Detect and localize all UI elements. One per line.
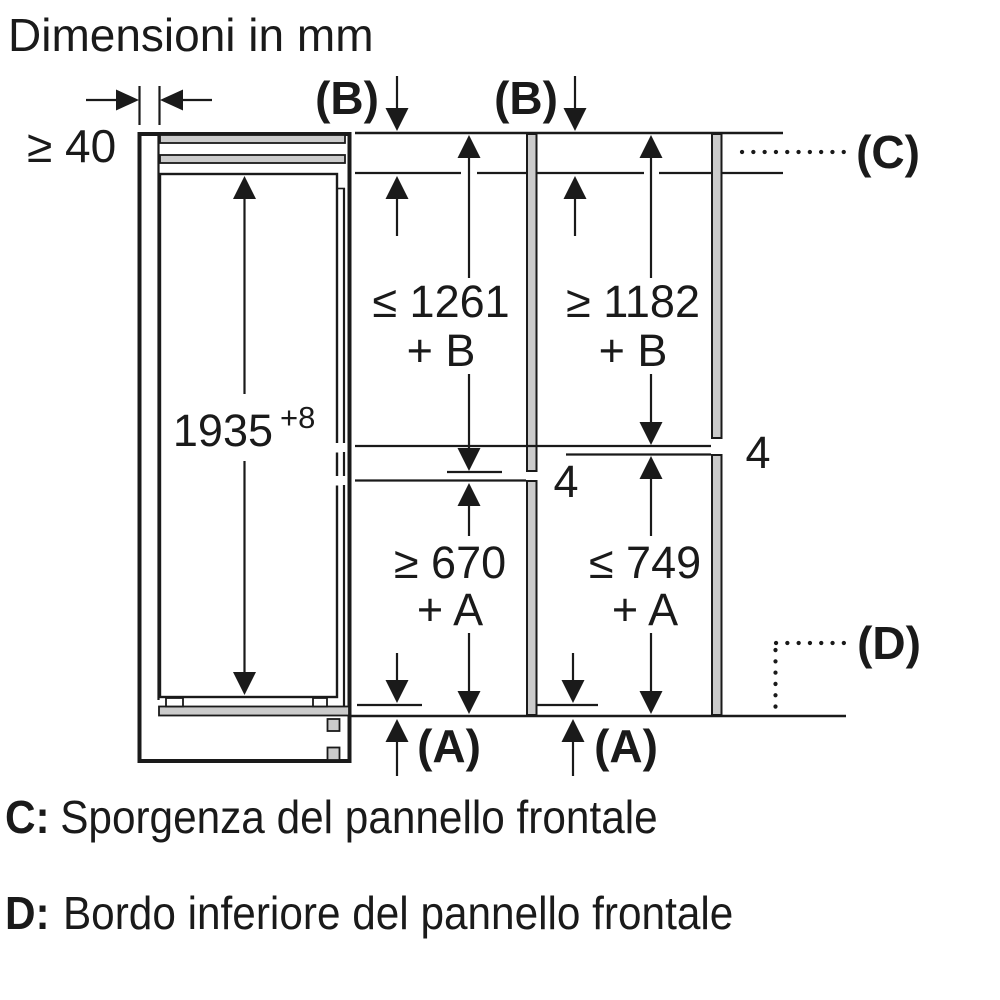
arrow-up-icon: [386, 176, 409, 199]
dim-value: ≤ 749: [588, 537, 702, 588]
arrow-down-icon: [640, 691, 663, 714]
arrow-up-icon: [458, 135, 481, 158]
dim-suffix: + A: [611, 584, 679, 635]
b-label: (B): [315, 72, 379, 124]
b-dimension-right: [494, 72, 586, 236]
appliance-base-strip: [159, 707, 349, 716]
dim-value: ≥ 670: [393, 537, 507, 588]
dim-suffix: + B: [406, 325, 476, 376]
arrow-up-icon: [640, 135, 663, 158]
d-label: (D): [857, 617, 921, 669]
bottom-reference: [350, 705, 846, 716]
arrow-down-icon: [458, 448, 481, 471]
front-foot-block: [328, 719, 340, 731]
wall-gap-label: ≥ 40: [27, 120, 117, 172]
legend-line-d: [5, 888, 733, 939]
arrow-down-icon: [386, 680, 409, 703]
dim-suffix: + B: [598, 325, 668, 376]
arrow-up-icon: [564, 176, 587, 199]
front-joint-break: [331, 476, 343, 486]
a-label: (A): [594, 720, 658, 772]
a-dimension-left: [386, 653, 481, 776]
arrow-down-icon: [458, 691, 481, 714]
dim-suffix: + A: [416, 584, 484, 635]
joint-gap-right-label: 4: [745, 427, 771, 478]
dim-value: ≤ 1261: [372, 276, 510, 327]
d-marker: [776, 617, 921, 715]
arrow-up-icon: [386, 719, 409, 742]
appliance-foot: [166, 698, 183, 707]
arrow-left-icon: [160, 90, 183, 111]
top-rail-strip: [160, 135, 345, 143]
right-panel-upper: [712, 134, 722, 438]
arrow-down-icon: [386, 108, 409, 131]
arrow-down-icon: [564, 108, 587, 131]
niche-height-tolerance: +8: [280, 400, 316, 435]
appliance-foot: [313, 698, 327, 707]
legend-text: Sporgenza del pannello frontale: [60, 792, 658, 844]
left-panel-upper: [527, 134, 537, 471]
arrow-down-icon: [562, 680, 585, 703]
legend-key: C:: [5, 792, 50, 844]
arrow-up-icon: [562, 719, 585, 742]
arrow-right-icon: [116, 90, 139, 111]
top-rail-strip: [160, 155, 345, 163]
c-label: (C): [856, 126, 920, 178]
niche-height-value: 1935: [172, 405, 273, 456]
front-joint-break: [331, 443, 343, 453]
arrow-down-icon: [640, 422, 663, 445]
a-dimension-right: [562, 653, 658, 776]
arrow-up-icon: [458, 483, 481, 506]
legend-text: Bordo inferiore del pannello frontale: [62, 888, 734, 940]
joint-gap-left-label: 4: [553, 456, 579, 507]
left-panel-lower: [527, 481, 537, 715]
legend-key: D:: [5, 888, 50, 940]
arrow-up-icon: [640, 456, 663, 479]
b-label: (B): [494, 72, 558, 124]
front-foot-block: [328, 748, 340, 761]
dimension-bottom-left: [394, 483, 506, 714]
a-label: (A): [417, 720, 481, 772]
dimension-bottom-right: [589, 456, 701, 714]
dimension-top-right: [566, 135, 700, 445]
legend-line-c: [5, 792, 658, 843]
right-panel-lower: [712, 455, 722, 715]
dim-value: ≥ 1182: [566, 276, 700, 327]
page-title: Dimensioni in mm: [8, 9, 374, 61]
